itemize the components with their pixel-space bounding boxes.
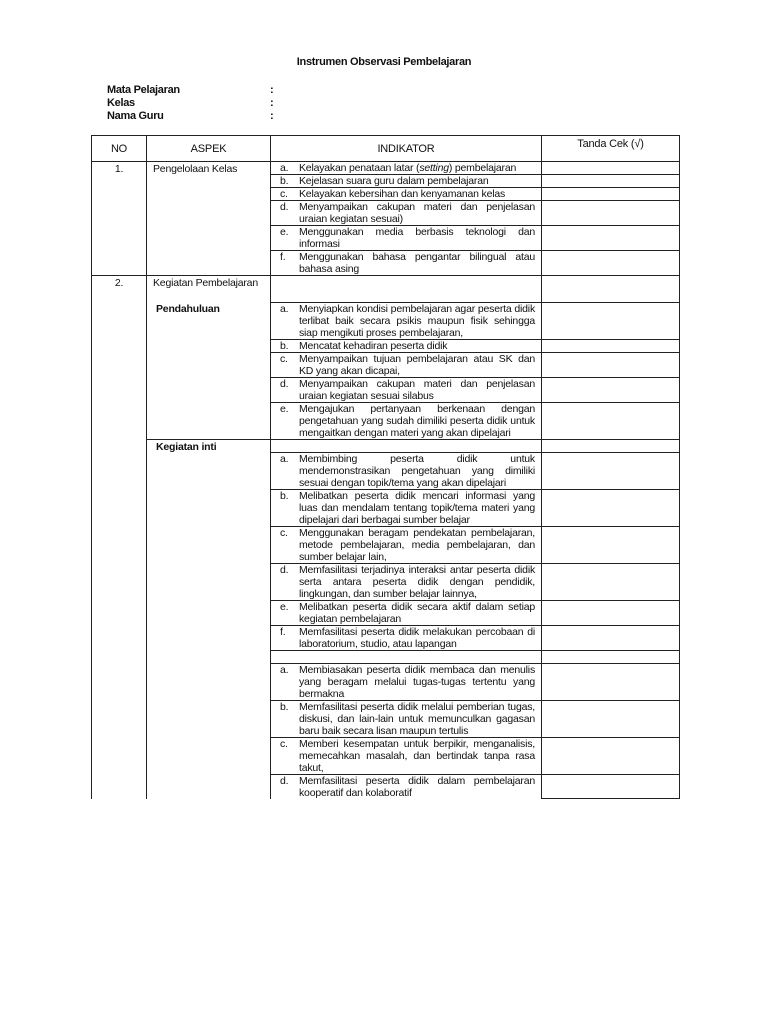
indicator-text: Menyiapkan kondisi pembelajaran agar peserta didik terlibat baik secara psikis maupun fisik sehingga siap mengikuti proses pembelajaran, bbox=[299, 302, 535, 339]
table-row bbox=[92, 162, 680, 175]
subheading-label: Kegiatan inti bbox=[156, 440, 217, 453]
indicator-text: Menyampaikan cakupan materi dan penjelasan uraian kegiatan sesuai silabus bbox=[299, 377, 535, 402]
meta-colon: : bbox=[270, 97, 274, 109]
indicator-letter: a. bbox=[280, 162, 289, 174]
indicator-letter: b. bbox=[280, 175, 289, 187]
row-number: 2. bbox=[92, 276, 147, 799]
indicator-text: Kelayakan kebersihan dan kenyamanan kelas bbox=[299, 188, 506, 200]
meta-row-teacher bbox=[107, 110, 274, 122]
meta-label: Mata Pelajaran bbox=[107, 84, 180, 96]
aspect-cell: Kegiatan Pembelajaran bbox=[147, 276, 271, 303]
check-cell[interactable] bbox=[542, 452, 680, 489]
indicator-letter: e. bbox=[280, 402, 289, 415]
document-title: Instrumen Observasi Pembelajaran bbox=[296, 56, 472, 68]
check-cell[interactable] bbox=[542, 251, 680, 276]
check-cell[interactable] bbox=[542, 700, 680, 737]
table-row bbox=[92, 439, 680, 452]
check-cell[interactable] bbox=[542, 352, 680, 377]
table-row bbox=[92, 302, 680, 339]
indicator-letter: d. bbox=[280, 563, 289, 576]
indicator-letter: f. bbox=[280, 251, 286, 263]
check-cell[interactable] bbox=[542, 302, 680, 339]
indicator-letter: a. bbox=[280, 452, 289, 465]
subheading-label: Pendahuluan bbox=[156, 303, 220, 315]
check-cell[interactable] bbox=[542, 339, 680, 352]
header-indikator: INDIKATOR bbox=[271, 136, 542, 162]
indicator-text: Menyampaikan tujuan pembelajaran atau SK dan KD yang akan dicapai, bbox=[299, 352, 535, 377]
indicator-cell bbox=[271, 251, 542, 276]
check-cell[interactable] bbox=[542, 276, 680, 303]
indicator-text: Membiasakan peserta didik membaca dan menulis yang beragam melalui tugas-tugas tertentu yang bermakna bbox=[299, 663, 535, 700]
indicator-cell bbox=[271, 352, 542, 377]
meta-label: Nama Guru bbox=[107, 110, 164, 122]
check-cell[interactable] bbox=[542, 563, 680, 600]
check-cell[interactable] bbox=[542, 489, 680, 526]
indicator-text: Memfasilitasi peserta didik melalui pemberian tugas, diskusi, dan lain-lain untuk memunculkan gagasan baru baik secara lisan maupun tertulis bbox=[299, 700, 535, 737]
indicator-text: Kelayakan penataan latar (setting) pembelajaran bbox=[299, 162, 517, 174]
indicator-cell bbox=[271, 700, 542, 737]
indicator-cell bbox=[271, 339, 542, 352]
indicator-letter: c. bbox=[280, 188, 288, 200]
indicator-letter: d. bbox=[280, 201, 289, 213]
indicator-cell-empty bbox=[271, 439, 542, 452]
check-cell[interactable] bbox=[542, 439, 680, 452]
indicator-text: Menyampaikan cakupan materi dan penjelasan uraian kegiatan sesuai) bbox=[299, 201, 535, 225]
header-no: NO bbox=[92, 136, 147, 162]
indicator-letter: c. bbox=[280, 352, 288, 365]
check-cell[interactable] bbox=[542, 188, 680, 201]
table-row bbox=[92, 276, 680, 303]
indicator-cell bbox=[271, 175, 542, 188]
indicator-cell bbox=[271, 489, 542, 526]
indicator-text: Menggunakan media berbasis teknologi dan informasi bbox=[299, 226, 535, 250]
indicator-cell-empty bbox=[271, 650, 542, 663]
indicator-cell bbox=[271, 402, 542, 439]
indicator-cell bbox=[271, 452, 542, 489]
observation-table bbox=[91, 135, 680, 799]
indicator-letter: e. bbox=[280, 600, 289, 613]
indicator-text: Melibatkan peserta didik secara aktif dalam setiap kegiatan pembelajaran bbox=[299, 600, 535, 625]
check-cell[interactable] bbox=[542, 162, 680, 175]
check-cell[interactable] bbox=[542, 175, 680, 188]
check-cell[interactable] bbox=[542, 402, 680, 439]
table-header-row bbox=[92, 136, 680, 162]
indicator-cell bbox=[271, 526, 542, 563]
aspect-subheading-inti bbox=[147, 439, 271, 799]
check-cell[interactable] bbox=[542, 663, 680, 700]
indicator-text: Mencatat kehadiran peserta didik bbox=[299, 339, 448, 352]
indicator-cell bbox=[271, 663, 542, 700]
indicator-text: Memfasilitasi terjadinya interaksi antar peserta didik serta antara peserta didik dengan pendidik, lingkungan, dan sumber belajar lainnya, bbox=[299, 563, 535, 600]
indicator-text: Melibatkan peserta didik mencari informasi yang luas dan mendalam tentang topik/tema materi yang dipelajari dari berbagai sumber belajar bbox=[299, 489, 535, 526]
check-cell[interactable] bbox=[542, 201, 680, 226]
indicator-letter: a. bbox=[280, 663, 289, 676]
indicator-text: Memberi kesempatan untuk berpikir, menganalisis, memecahkan masalah, dan bertindak tanpa rasa takut, bbox=[299, 737, 535, 774]
indicator-text: Mengajukan pertanyaan berkenaan dengan pengetahuan yang sudah dimiliki peserta didik untuk mengaitkan dengan materi yang akan dipelajari bbox=[299, 402, 535, 439]
check-cell[interactable] bbox=[542, 737, 680, 774]
header-aspek: ASPEK bbox=[147, 136, 271, 162]
indicator-letter: b. bbox=[280, 700, 289, 713]
indicator-letter: d. bbox=[280, 377, 289, 390]
indicator-letter: b. bbox=[280, 339, 289, 352]
check-cell[interactable] bbox=[542, 600, 680, 625]
check-cell[interactable] bbox=[542, 774, 680, 799]
check-cell[interactable] bbox=[542, 625, 680, 650]
indicator-cell bbox=[271, 302, 542, 339]
indicator-text: Memfasilitasi peserta didik melakukan percobaan di laboratorium, studio, atau lapangan bbox=[299, 625, 535, 650]
indicator-letter: d. bbox=[280, 774, 289, 787]
meta-row-subject bbox=[107, 84, 274, 96]
aspect-cell: Pengelolaan Kelas bbox=[147, 162, 271, 276]
indicator-cell bbox=[271, 600, 542, 625]
indicator-text: Memfasilitasi peserta didik dalam pembelajaran kooperatif dan kolaboratif bbox=[299, 774, 535, 799]
indicator-text: Kejelasan suara guru dalam pembelajaran bbox=[299, 175, 489, 187]
indicator-cell bbox=[271, 201, 542, 226]
aspect-subheading-pendahuluan bbox=[147, 302, 271, 439]
meta-label: Kelas bbox=[107, 97, 135, 109]
indicator-text: Menggunakan bahasa pengantar bilingual atau bahasa asing bbox=[299, 251, 535, 275]
indicator-cell bbox=[271, 188, 542, 201]
meta-row-class bbox=[107, 97, 274, 109]
indicator-cell bbox=[271, 563, 542, 600]
meta-colon: : bbox=[270, 84, 274, 96]
indicator-letter: f. bbox=[280, 625, 286, 638]
indicator-cell-empty bbox=[271, 276, 542, 303]
indicator-letter: b. bbox=[280, 489, 289, 502]
check-cell[interactable] bbox=[542, 526, 680, 563]
indicator-letter: c. bbox=[280, 526, 288, 539]
header-tanda-cek: Tanda Cek (√) bbox=[542, 136, 680, 162]
check-cell[interactable] bbox=[542, 226, 680, 251]
indicator-cell bbox=[271, 774, 542, 799]
indicator-cell bbox=[271, 377, 542, 402]
check-cell[interactable] bbox=[542, 650, 680, 663]
row-number: 1. bbox=[92, 162, 147, 276]
meta-colon: : bbox=[270, 110, 274, 122]
indicator-cell bbox=[271, 226, 542, 251]
indicator-letter: a. bbox=[280, 302, 289, 315]
indicator-text: Menggunakan beragam pendekatan pembelajaran, metode pembelajaran, media pembelajaran, dan sumber belajar lain, bbox=[299, 526, 535, 563]
indicator-cell bbox=[271, 737, 542, 774]
check-cell[interactable] bbox=[542, 377, 680, 402]
indicator-letter: e. bbox=[280, 226, 289, 238]
indicator-cell bbox=[271, 625, 542, 650]
indicator-cell bbox=[271, 162, 542, 175]
indicator-letter: c. bbox=[280, 737, 288, 750]
indicator-text: Membimbing peserta didik untuk mendemonstrasikan pengetahuan yang dimiliki sesuai dengan topik/tema yang akan dipelajari bbox=[299, 452, 535, 489]
